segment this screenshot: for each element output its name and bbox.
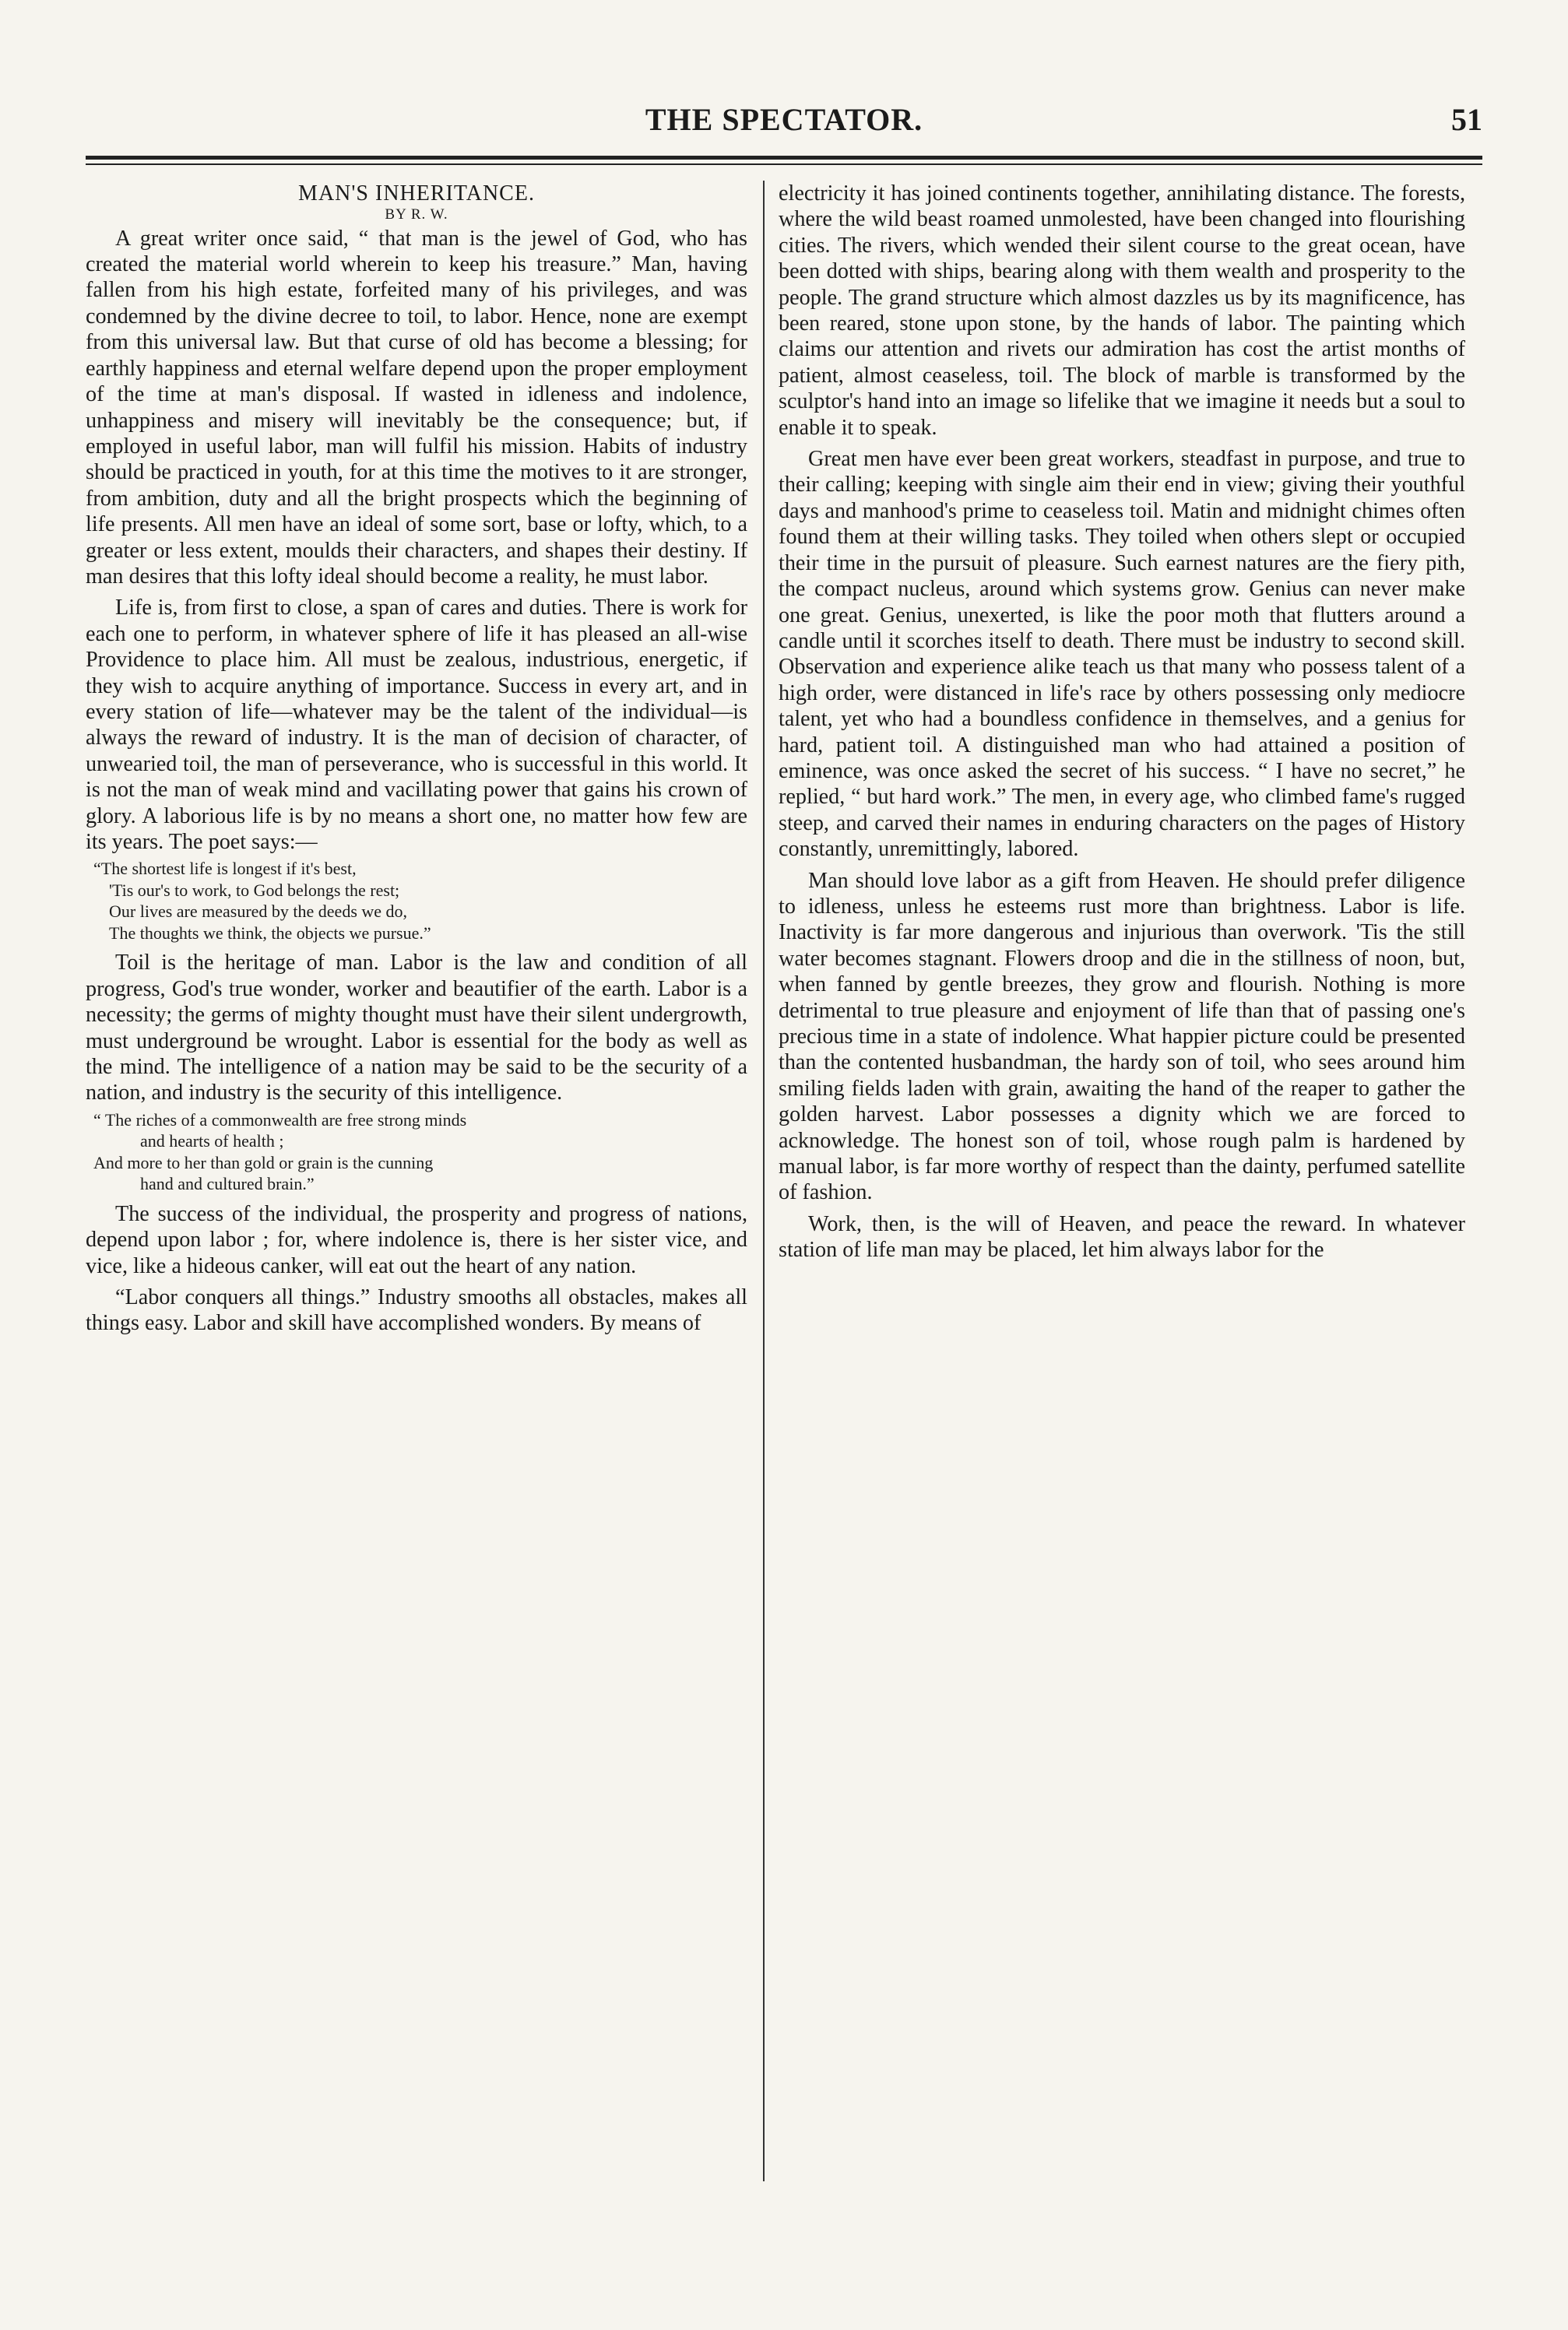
poem-line: Our lives are measured by the deeds we do,	[109, 901, 408, 922]
left-column	[86, 181, 747, 1337]
paragraph: The success of the individual, the prosperity and progress of nations, depend upon labor ; for, where indolence is, there is her sister vice, and vice, like a hideous canker, will eat out the heart of any nation.	[86, 1201, 747, 1278]
header-rule-thin	[86, 163, 1482, 165]
paragraph: Great men have ever been great workers, steadfast in purpose, and true to their calling; keeping with single aim their end in view; giving their youthful days and manhood's prime to ceaseless toil. Matin and midnight chimes often found them at their willing tasks. They toiled when others slept or occupied their time in the pursuit of pleasure. Such earnest natures are the fiery pith, the compact nucleus, around which systems grow. Genius can never make one great. Genius, unexerted, is like the poor moth that flutters around a candle until it scorches itself to death. There must be industry to second skill. Observation and experience alike teach us that many who possess talent of a high order, were distanced in life's race by others possessing only mediocre talent, yet who had a boundless confidence in themselves, and a genius for hard, patient toil. A distinguished man who had attained a position of eminence, was once asked the secret of his success. “ I have no secret,” he replied, “ but hard work.” The men, in every age, who climbed fame's rugged steep, and carved their names in enduring characters on the pages of History constantly, unremittingly, labored.	[779, 447, 1465, 862]
column-divider	[763, 181, 765, 2181]
poem-line: “The shortest life is longest if it's best,	[93, 859, 357, 879]
paragraph: A great writer once said, “ that man is the jewel of God, who has created the material world wherein to keep his treasure.” Man, having fallen from his high estate, forfeited many of his privileges, and was condemned by the divine decree to toil, to labor. Hence, none are exempt from this universal law. But that curse of old has become a blessing; for earthly happiness and eternal welfare depend upon the proper employment of the time at man's disposal. If wasted in idleness and indolence, unhappiness and misery will inevitably be the consequence; but, if employed in useful labor, man will fulfil his mission. Habits of industry should be practiced in youth, for at this time the motives to it are stronger, from ambition, duty and all the bright prospects which the beginning of life presents. All men have an ideal of some sort, base or lofty, which, to a greater or less extent, moulds their characters, and shapes their destiny. If man desires that this lofty ideal should become a reality, he must labor.	[86, 226, 747, 589]
poem-line: 'Tis our's to work, to God belongs the rest;	[109, 880, 400, 900]
paragraph: Toil is the heritage of man. Labor is the law and condition of all progress, God's true wonder, worker and beautifier of the earth. Labor is a necessity; the germs of mighty thought must have their silent undergrowth, must underground be wrought. Labor is essential for the body as well as the mind. The intelligence of a nation may be said to be the security of a nation, and industry is the security of this intelligence.	[86, 951, 747, 1105]
paragraph: Man should love labor as a gift from Heaven. He should prefer diligence to idleness, unless he esteems rust more than brightness. Labor is life. Inactivity is far more dangerous and injurious than overwork. 'Tis the still water becomes stagnant. Flowers droop and die in the stillness of noon, but, when fanned by gentle breezes, they grow and flourish. Nothing is more detrimental to true pleasure and enjoyment of life than that of passing one's precious time in a state of indolence. What happier picture could be presented than the contented husbandman, the hardy son of toil, who sees around him smiling fields laden with grain, awaiting the hand of the reaper to gather the golden harvest. Labor possesses a dignity which we are forced to acknowledge. The honest son of toil, whose rough palm is hardened by manual labor, is far more worthy of respect than the dainty, perfumed satellite of fashion.	[779, 868, 1465, 1205]
poem-line: and hearts of health ;	[140, 1131, 284, 1151]
right-column	[779, 181, 1465, 1263]
header-rule-thick	[86, 156, 1482, 160]
poem-line: “ The riches of a commonwealth are free strong minds	[93, 1109, 467, 1130]
paragraph: electricity it has joined continents together, annihilating distance. The forests, where the wild beast roamed unmolested, have been changed into flourishing cities. The rivers, which wended their silent course to the great ocean, have been dotted with ships, bearing along with them wealth and prosperity to the people. The grand structure which almost dazzles us by its magnificence, has been reared, stone upon stone, by the hands of labor. The painting which claims our attention and rivets our admiration has cost the artist months of patient, almost ceaseless, toil. The block of marble is transformed by the sculptor's hand into an image so lifelike that we imagine it needs but a soul to enable it to speak.	[779, 181, 1465, 440]
poem-line: And more to her than gold or grain is the cunning	[93, 1152, 434, 1172]
poem-line: The thoughts we think, the objects we pursue.”	[109, 923, 431, 943]
periodical-title: THE SPECTATOR.	[645, 102, 923, 137]
paragraph: “Labor conquers all things.” Industry smooths all obstacles, makes all things easy. Labor and skill have accomplished wonders. By means of	[86, 1285, 747, 1336]
running-head	[86, 101, 1482, 148]
poem-quotation	[93, 1109, 747, 1195]
page-number: 51	[1451, 102, 1482, 137]
article-title: MAN'S INHERITANCE.	[298, 181, 535, 206]
poem-line: hand and cultured brain.”	[140, 1174, 315, 1194]
paragraph: Life is, from first to close, a span of cares and duties. There is work for each one to perform, in whatever sphere of life it has pleased an all-wise Providence to place him. All must be zealous, industrious, energetic, if they wish to acquire anything of importance. Success in every art, and in every station of life—whatever may be the talent of the individual—is always the reward of industry. It is the man of decision of character, of unwearied toil, the man of perseverance, who is successful in this world. It is not the man of weak mind and vacillating power that gains his crown of glory. A laborious life is by no means a short one, no matter how few are its years. The poet says:—	[86, 596, 747, 855]
article-byline: BY R. W.	[385, 206, 448, 223]
paragraph: Work, then, is the will of Heaven, and peace the reward. In whatever station of life man may be placed, let him always labor for the	[779, 1211, 1465, 1263]
poem-quotation	[93, 858, 747, 944]
